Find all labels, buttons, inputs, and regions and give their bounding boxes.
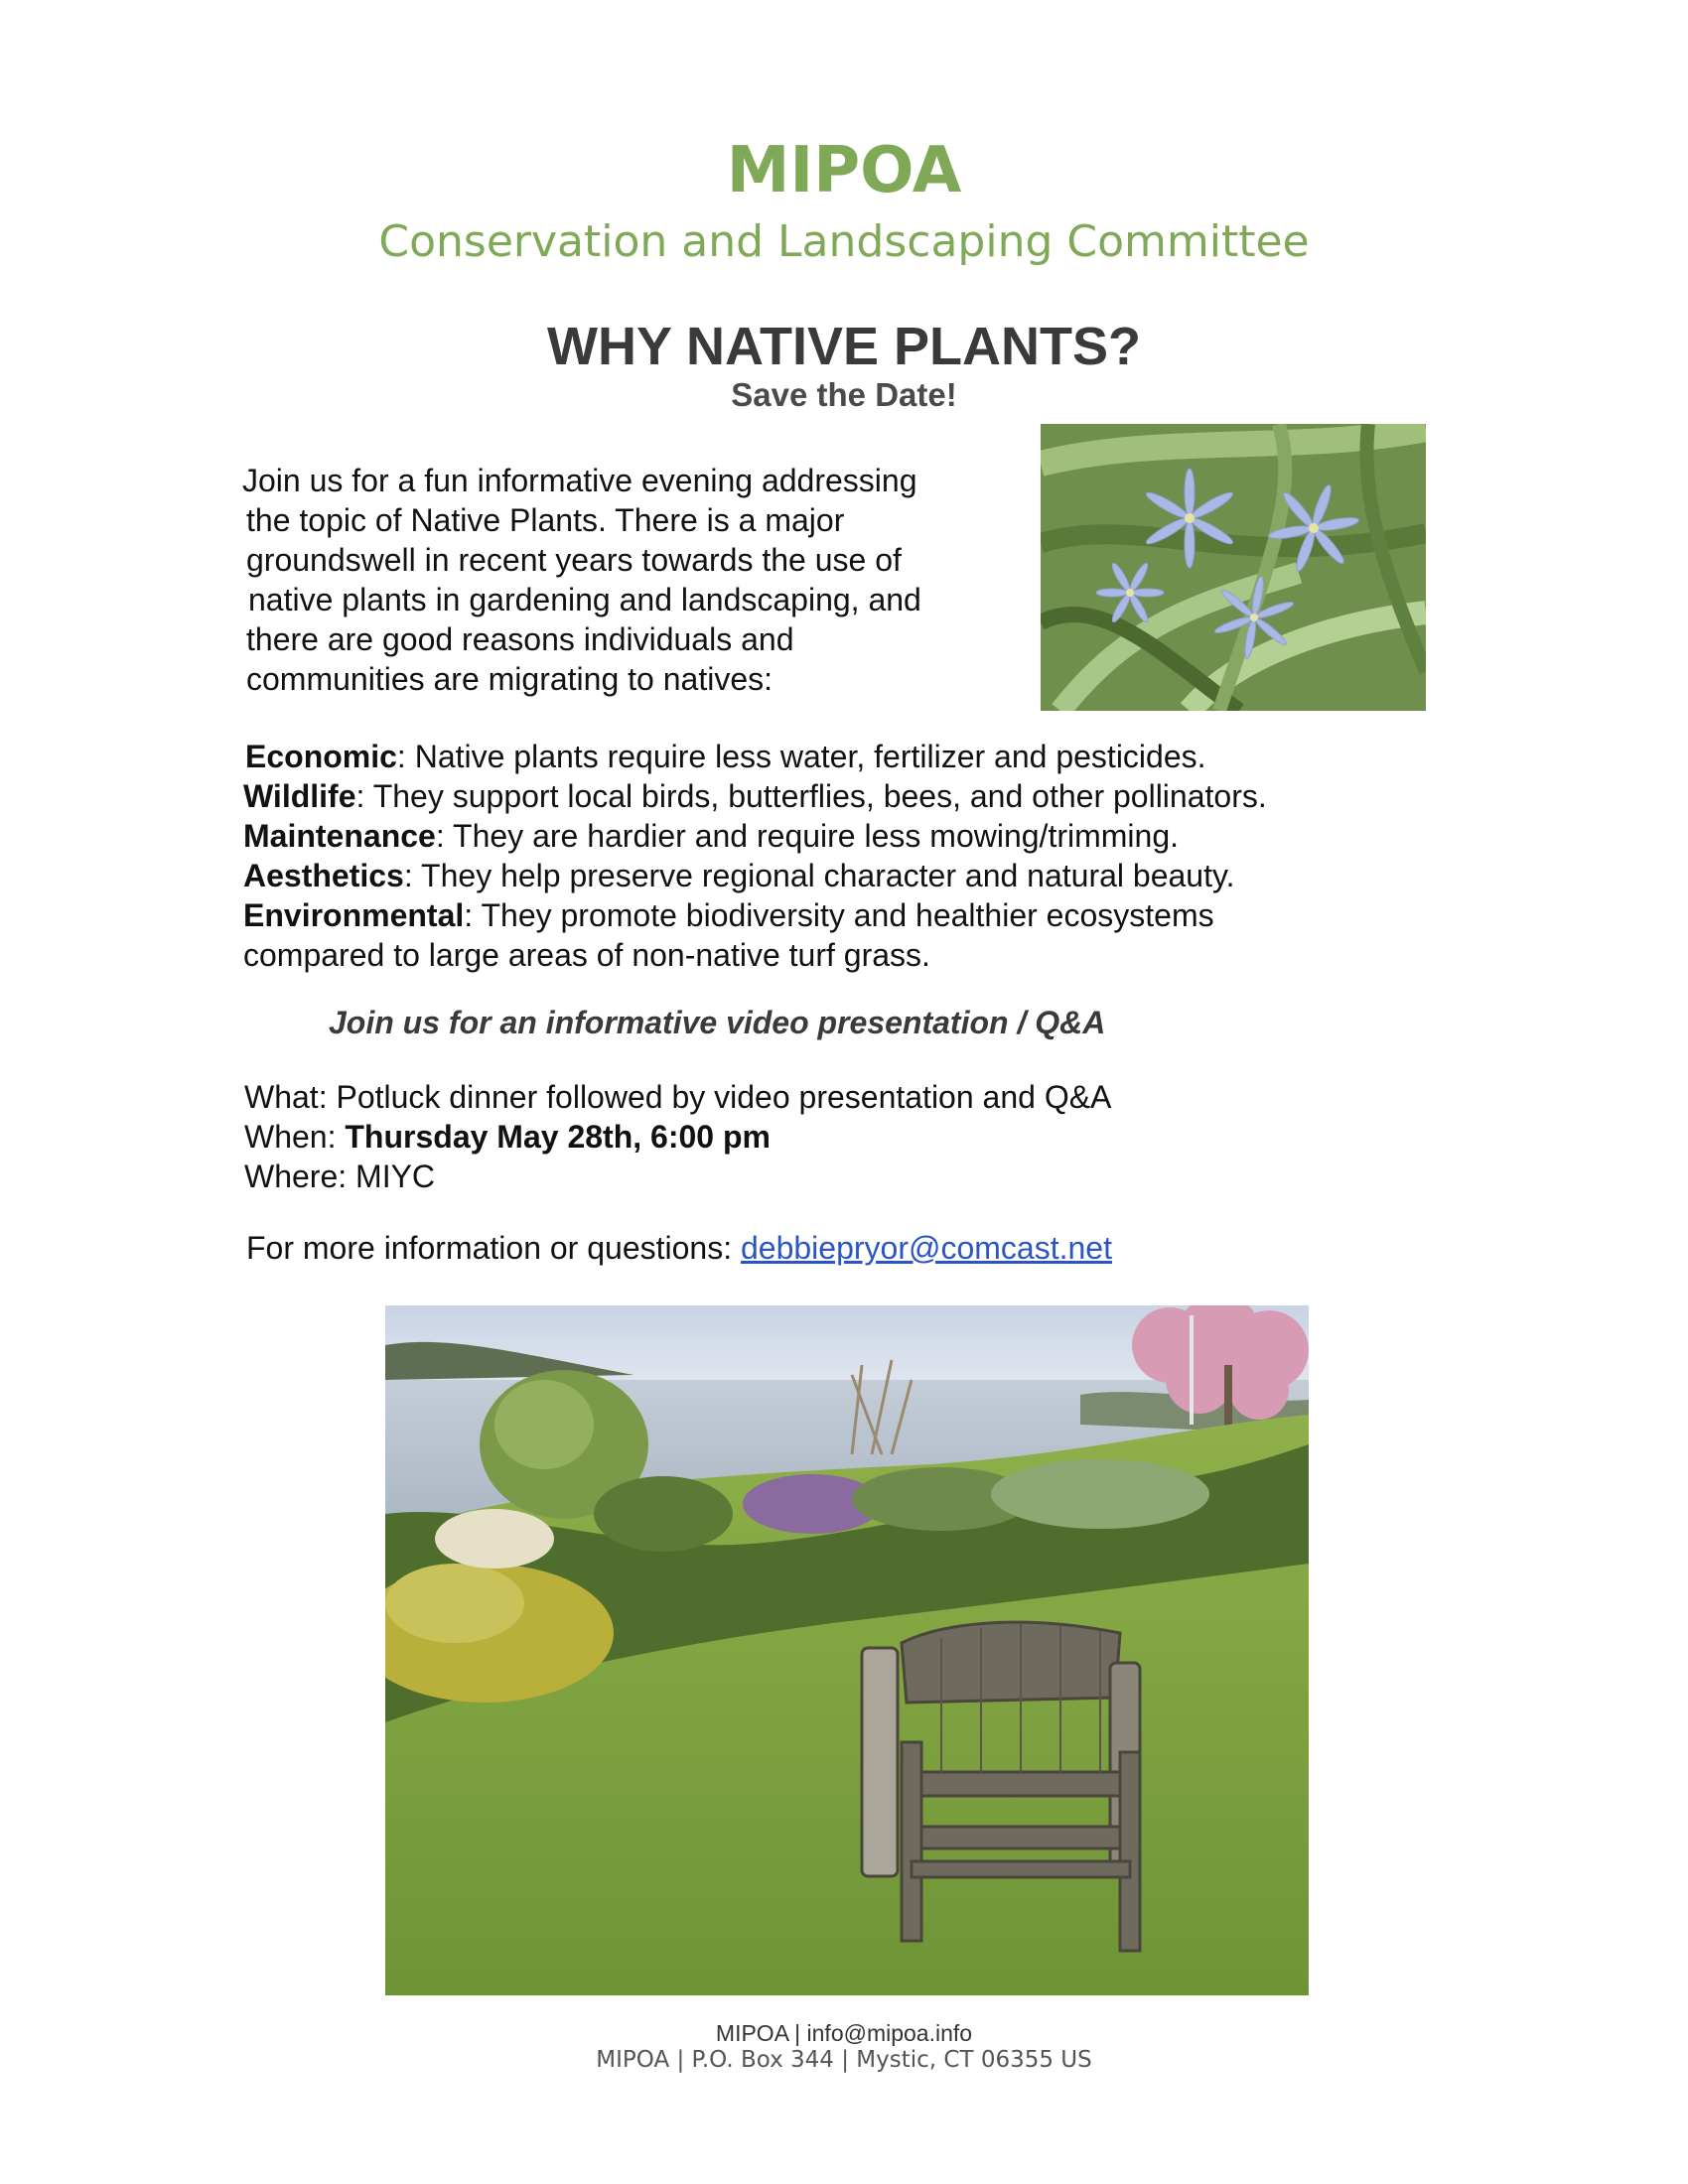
- flower-illustration: [1041, 424, 1426, 711]
- headline: WHY NATIVE PLANTS?: [546, 317, 1141, 376]
- reason-term: Maintenance: [243, 818, 436, 854]
- reason-maintenance: [243, 816, 1437, 856]
- detail-value: MIYC: [355, 1159, 436, 1194]
- reason-economic: [245, 737, 1437, 776]
- reason-environmental: [243, 895, 1437, 935]
- reason-text: : Native plants require less water, fertilizer and pesticides.: [396, 739, 1206, 774]
- contact-label: For more information or questions:: [246, 1230, 741, 1266]
- reason-text: : They help preserve regional character and natural beauty.: [403, 858, 1235, 893]
- committee-name: Conservation and Landscaping Committee: [378, 216, 1310, 267]
- detail-label: When:: [244, 1119, 346, 1155]
- reason-continuation: compared to large areas of non-native turf grass.: [243, 937, 930, 973]
- detail-label: What:: [244, 1079, 337, 1115]
- reason-text: : They support local birds, butterflies, bees, and other pollinators.: [355, 778, 1267, 814]
- detail-where: [244, 1157, 1436, 1196]
- reason-term: Environmental: [243, 897, 465, 933]
- detail-label: Where:: [244, 1159, 356, 1194]
- native-flower-photo: [1041, 424, 1426, 711]
- intro-line: Join us for a fun informative evening addressing: [242, 463, 917, 498]
- contact-line: [246, 1232, 1438, 1264]
- intro-line: there are good reasons individuals and: [246, 621, 794, 657]
- garden-illustration: [385, 1305, 1309, 1995]
- detail-when: [244, 1117, 1436, 1157]
- reason-text: : They are hardier and require less mowing/trimming.: [435, 818, 1179, 854]
- detail-what: [244, 1077, 1436, 1117]
- reason-term: Wildlife: [243, 778, 356, 814]
- intro-line: the topic of Native Plants. There is a major: [246, 502, 845, 538]
- invite-line: Join us for an informative video presentation / Q&A: [329, 1005, 1106, 1040]
- footer-address-line: MIPOA | P.O. Box 344 | Mystic, CT 06355 US: [596, 2047, 1092, 2073]
- intro-paragraph: [242, 461, 1007, 699]
- garden-chair-photo: [385, 1305, 1309, 1995]
- intro-line: groundswell in recent years towards the use of: [246, 542, 902, 578]
- intro-line: communities are migrating to natives:: [246, 661, 773, 697]
- reason-aesthetics: [243, 856, 1437, 895]
- detail-value: Thursday May 28th, 6:00 pm: [345, 1119, 771, 1155]
- org-title: MIPOA: [726, 134, 962, 207]
- contact-email-link[interactable]: debbiepryor@comcast.net: [740, 1230, 1112, 1266]
- save-the-date-subhead: Save the Date!: [731, 376, 957, 413]
- reason-wildlife: [243, 776, 1437, 816]
- detail-value: Potluck dinner followed by video presentation and Q&A: [336, 1079, 1112, 1115]
- footer-email-line: MIPOA | info@mipoa.info: [715, 2020, 973, 2046]
- event-details: [244, 1077, 1436, 1196]
- intro-line: native plants in gardening and landscaping, and: [248, 582, 921, 617]
- reason-term: Economic: [245, 739, 397, 774]
- reason-term: Aesthetics: [243, 858, 404, 893]
- reason-text: : They promote biodiversity and healthier ecosystems: [464, 897, 1214, 933]
- reasons-list: [245, 737, 1437, 975]
